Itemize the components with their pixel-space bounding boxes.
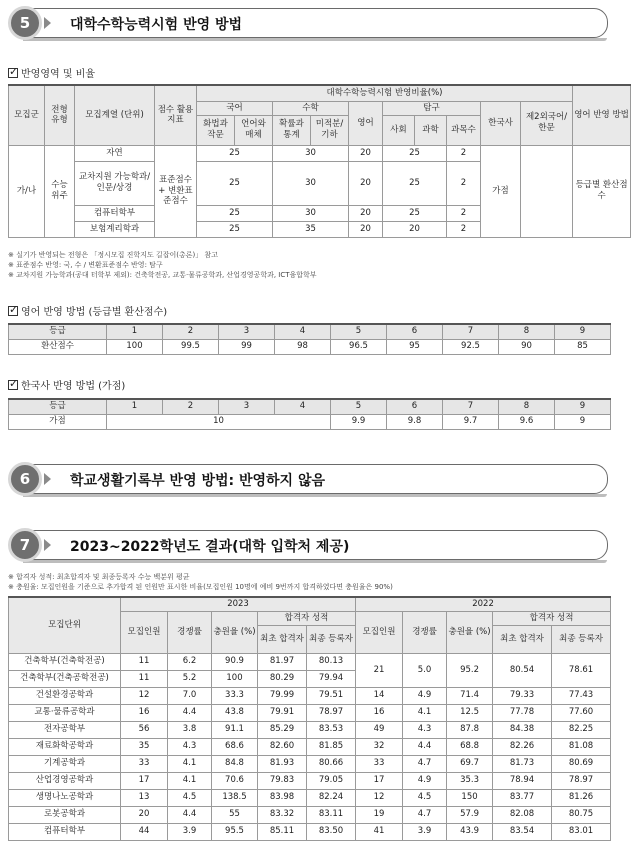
- cell-unit: 로봇공학과: [9, 806, 121, 823]
- score-cell: 92.5: [443, 339, 499, 354]
- cell: 79.51: [307, 687, 356, 704]
- cell-math: 30: [273, 161, 349, 205]
- cell: 80.69: [552, 755, 611, 772]
- cell-unit: 교통·물류공학과: [9, 704, 121, 721]
- grade-cell: 6: [387, 399, 443, 414]
- bonus-cell: 10: [107, 414, 331, 429]
- cell: 4.3: [168, 738, 212, 755]
- cell-foreign: [521, 145, 573, 237]
- cell-english: 20: [349, 145, 383, 161]
- header-english: 영어: [349, 101, 383, 145]
- cell: 79.99: [258, 687, 307, 704]
- cell-unit: 건축학부(건축학전공): [9, 653, 121, 670]
- grade-cell: 6: [387, 324, 443, 339]
- table-row: [9, 772, 611, 789]
- grade-cell: 5: [331, 324, 387, 339]
- cell-math: 30: [273, 205, 349, 221]
- cell: 12: [356, 789, 403, 806]
- cell: 95.2: [447, 653, 493, 687]
- grade-cell: 8: [499, 399, 555, 414]
- cell: 82.60: [258, 738, 307, 755]
- cell: 43.8: [212, 704, 258, 721]
- bonus-cell: 9.8: [387, 414, 443, 429]
- cell-inquiry: 25: [383, 161, 447, 205]
- cell: 80.29: [258, 670, 307, 687]
- chevron-right-icon: [44, 473, 51, 485]
- cell: 6.2: [168, 653, 212, 670]
- score-cell: 98: [275, 339, 331, 354]
- cell: 4.1: [168, 772, 212, 789]
- cell-math: 35: [273, 221, 349, 237]
- header-fill: 충원율 (%): [447, 611, 493, 653]
- cell: 13: [121, 789, 168, 806]
- header-year-2022: 2022: [356, 597, 611, 611]
- grade-cell: 9: [555, 399, 611, 414]
- score-cell: 99: [219, 339, 275, 354]
- cell: 55: [212, 806, 258, 823]
- cell: 91.1: [212, 721, 258, 738]
- section-number: 6: [8, 462, 42, 496]
- cell-unit: 재료화학공학과: [9, 738, 121, 755]
- cell: 77.60: [552, 704, 611, 721]
- cell: 5.0: [403, 653, 447, 687]
- cell-korean: 25: [197, 145, 273, 161]
- header-score: 합격자 성적: [258, 611, 356, 625]
- cell: 57.9: [447, 806, 493, 823]
- subhead-english: ✓ 영어 반영 방법 (등급별 환산점수): [8, 303, 167, 318]
- header-unit: 모집단위: [9, 597, 121, 653]
- cell: 17: [356, 772, 403, 789]
- cell-inquiry: 25: [383, 205, 447, 221]
- cell: 11: [121, 653, 168, 670]
- cell: 83.11: [307, 806, 356, 823]
- grade-cell: 2: [163, 324, 219, 339]
- score-cell: 85: [555, 339, 611, 354]
- cell: 80.66: [307, 755, 356, 772]
- header-math: 수학: [273, 101, 349, 115]
- cell: 68.8: [447, 738, 493, 755]
- cell-unit: 건설환경공학과: [9, 687, 121, 704]
- cell-unit: 건축학부(건축공학전공): [9, 670, 121, 687]
- cell: 83.01: [552, 823, 611, 840]
- cell: 4.1: [168, 755, 212, 772]
- cell: 4.9: [403, 772, 447, 789]
- cell: 71.4: [447, 687, 493, 704]
- cell-count: 2: [447, 205, 481, 221]
- header-unit: 모집계열 (단위): [75, 85, 155, 145]
- cell: 4.5: [403, 789, 447, 806]
- score-cell: 100: [107, 339, 163, 354]
- header-m1: 확률과 통계: [273, 115, 311, 145]
- english-score-table: [8, 323, 611, 355]
- cell-unit: 생명나노공학과: [9, 789, 121, 806]
- cell: 16: [356, 704, 403, 721]
- section-7-banner: [8, 528, 608, 562]
- cell: 56: [121, 721, 168, 738]
- checkbox-icon: [8, 68, 18, 78]
- header-inquiry: 탐구: [383, 101, 481, 115]
- section-number: 7: [8, 528, 42, 562]
- grade-cell: 2: [163, 399, 219, 414]
- note-line: ※ 표준점수 반영: 국, 수 / 변환표준점수 반영: 탐구: [8, 261, 163, 269]
- cell-english: 20: [349, 161, 383, 205]
- cell: 79.33: [493, 687, 552, 704]
- cell: 82.24: [307, 789, 356, 806]
- cell: 32: [356, 738, 403, 755]
- note-line: ※ 충원율: 모집인원을 기준으로 추가합격 된 인원만 표시한 비율(모집인원 10명에 예비 9번까지 합격하였다면 충원율은 90%): [8, 583, 393, 591]
- score-cell: 96.5: [331, 339, 387, 354]
- csat-ratio-table: [8, 84, 631, 238]
- cell: 43.9: [447, 823, 493, 840]
- table-row: [9, 704, 611, 721]
- cell-index: 표준점수 + 변환표준점수: [155, 145, 197, 237]
- cell: 33.3: [212, 687, 258, 704]
- cell: 79.83: [258, 772, 307, 789]
- cell-unit: 자연: [75, 145, 155, 161]
- cell-inquiry: 25: [383, 145, 447, 161]
- cell: 21: [356, 653, 403, 687]
- header-comp: 경쟁률: [403, 611, 447, 653]
- header-i1: 사회: [383, 115, 415, 145]
- cell-inquiry: 20: [383, 221, 447, 237]
- cell-count: 2: [447, 145, 481, 161]
- cell: 3.8: [168, 721, 212, 738]
- cell: 87.8: [447, 721, 493, 738]
- cell: 83.54: [493, 823, 552, 840]
- cell: 84.38: [493, 721, 552, 738]
- table-row: [9, 755, 611, 772]
- cell-count: 2: [447, 221, 481, 237]
- history-bonus-table: [8, 398, 611, 430]
- cell: 83.98: [258, 789, 307, 806]
- section-title: 학교생활기록부 반영 방법: 반영하지 않음: [70, 473, 326, 489]
- cell: 77.78: [493, 704, 552, 721]
- cell: 14: [356, 687, 403, 704]
- header-quota: 모집인원: [121, 611, 168, 653]
- cell: 85.29: [258, 721, 307, 738]
- header-first: 최초 합격자: [493, 625, 552, 653]
- header-history: 한국사: [481, 101, 521, 145]
- cell: 80.13: [307, 653, 356, 670]
- cell: 4.9: [403, 687, 447, 704]
- note-line: ※ 교차지원 가능학과(공대 터학부 제외): 건축학전공, 교통·물류공학과, 산업경영공학과, ICT융합학부: [8, 271, 317, 279]
- header-grade: 등급: [9, 399, 107, 414]
- cell: 77.43: [552, 687, 611, 704]
- cell-english: 20: [349, 221, 383, 237]
- cell: 82.25: [552, 721, 611, 738]
- cell: 16: [121, 704, 168, 721]
- note-line: ※ 합격자 성적: 최초합격자 및 최종등록자 수능 백분위 평균: [8, 573, 190, 581]
- table-row: [9, 823, 611, 840]
- chevron-right-icon: [44, 17, 51, 29]
- grade-cell: 1: [107, 399, 163, 414]
- cell: 83.50: [307, 823, 356, 840]
- cell: 3.9: [403, 823, 447, 840]
- cell-unit: 교차지원 가능학과/ 인문/상경: [75, 161, 155, 205]
- cell: 78.97: [552, 772, 611, 789]
- table-row: [9, 721, 611, 738]
- cell-korean: 25: [197, 205, 273, 221]
- grade-cell: 3: [219, 399, 275, 414]
- cell: 3.9: [168, 823, 212, 840]
- cell: 33: [121, 755, 168, 772]
- checkbox-icon: [8, 380, 18, 390]
- score-cell: 90: [499, 339, 555, 354]
- cell: 11: [121, 670, 168, 687]
- cell: 81.97: [258, 653, 307, 670]
- cell: 100: [212, 670, 258, 687]
- cell: 95.5: [212, 823, 258, 840]
- cell: 78.61: [552, 653, 611, 687]
- header-comp: 경쟁률: [168, 611, 212, 653]
- bonus-cell: 9.7: [443, 414, 499, 429]
- cell: 70.6: [212, 772, 258, 789]
- header-year-2023: 2023: [121, 597, 356, 611]
- grade-cell: 9: [555, 324, 611, 339]
- notes-results: [8, 572, 393, 592]
- cell-unit: 기계공학과: [9, 755, 121, 772]
- cell: 80.75: [552, 806, 611, 823]
- header-i3: 과목수: [447, 115, 481, 145]
- header-quota: 모집인원: [356, 611, 403, 653]
- cell: 85.11: [258, 823, 307, 840]
- table-row: [9, 806, 611, 823]
- header-k1: 화법과 작문: [197, 115, 235, 145]
- subhead-ratio: ✓ 반영영역 및 비율: [8, 65, 95, 80]
- bonus-cell: 9: [555, 414, 611, 429]
- cell-unit: 전자공학부: [9, 721, 121, 738]
- cell-korean: 25: [197, 161, 273, 205]
- cell: 79.91: [258, 704, 307, 721]
- grade-cell: 8: [499, 324, 555, 339]
- header-type: 전형 유형: [45, 85, 75, 145]
- cell-type: 수능 위주: [45, 145, 75, 237]
- cell: 33: [356, 755, 403, 772]
- table-row: [9, 738, 611, 755]
- grade-cell: 7: [443, 399, 499, 414]
- cell: 79.05: [307, 772, 356, 789]
- cell: 20: [121, 806, 168, 823]
- cell: 35.3: [447, 772, 493, 789]
- section-title: 2023~2022학년도 결과(대학 입학처 제공): [70, 539, 350, 555]
- cell: 83.53: [307, 721, 356, 738]
- cell: 78.97: [307, 704, 356, 721]
- cell: 79.94: [307, 670, 356, 687]
- header-eng-method: 영어 반영 방법: [573, 85, 631, 145]
- grade-cell: 4: [275, 399, 331, 414]
- header-k2: 언어와 매체: [235, 115, 273, 145]
- cell: 83.32: [258, 806, 307, 823]
- cell-history: 가점: [481, 145, 521, 237]
- cell: 4.4: [168, 704, 212, 721]
- cell: 4.4: [403, 738, 447, 755]
- cell: 81.93: [258, 755, 307, 772]
- cell: 83.77: [493, 789, 552, 806]
- cell: 150: [447, 789, 493, 806]
- header-foreign: 제2외국어/한문: [521, 101, 573, 145]
- cell: 4.4: [168, 806, 212, 823]
- cell: 35: [121, 738, 168, 755]
- header-korean: 국어: [197, 101, 273, 115]
- bonus-cell: 9.6: [499, 414, 555, 429]
- bonus-cell: 9.9: [331, 414, 387, 429]
- cell: 41: [356, 823, 403, 840]
- header-final: 최종 등록자: [552, 625, 611, 653]
- grade-cell: 1: [107, 324, 163, 339]
- header-group: 모집군: [9, 85, 45, 145]
- cell: 4.7: [403, 806, 447, 823]
- cell-unit: 컴퓨터학부: [9, 823, 121, 840]
- score-cell: 95: [387, 339, 443, 354]
- section-title: 대학수학능력시험 반영 방법: [70, 17, 243, 33]
- cell: 17: [121, 772, 168, 789]
- table-row: [9, 653, 611, 670]
- cell: 82.26: [493, 738, 552, 755]
- cell: 82.08: [493, 806, 552, 823]
- cell: 78.94: [493, 772, 552, 789]
- cell: 68.6: [212, 738, 258, 755]
- header-csat: 대학수학능력시험 반영비율(%): [197, 85, 573, 101]
- cell: 4.3: [403, 721, 447, 738]
- cell: 12.5: [447, 704, 493, 721]
- header-score: 합격자 성적: [493, 611, 611, 625]
- header-bonus: 가점: [9, 414, 107, 429]
- cell-math: 30: [273, 145, 349, 161]
- header-grade: 등급: [9, 324, 107, 339]
- cell-unit: 컴퓨터학부: [75, 205, 155, 221]
- cell: 138.5: [212, 789, 258, 806]
- cell-eng-method: 등급별 환산점수: [573, 145, 631, 237]
- header-m2: 미적분/기하: [311, 115, 349, 145]
- score-cell: 99.5: [163, 339, 219, 354]
- cell: 5.2: [168, 670, 212, 687]
- cell: 81.26: [552, 789, 611, 806]
- cell: 4.5: [168, 789, 212, 806]
- grade-cell: 7: [443, 324, 499, 339]
- table-row: [9, 687, 611, 704]
- table-row: [9, 789, 611, 806]
- cell-group: 가/나: [9, 145, 45, 237]
- header-i2: 과학: [415, 115, 447, 145]
- cell: 7.0: [168, 687, 212, 704]
- cell: 81.08: [552, 738, 611, 755]
- cell: 81.85: [307, 738, 356, 755]
- subhead-history: ✓ 한국사 반영 방법 (가점): [8, 377, 125, 392]
- cell-korean: 25: [197, 221, 273, 237]
- results-table: [8, 596, 611, 841]
- grade-cell: 3: [219, 324, 275, 339]
- header-first: 최초 합격자: [258, 625, 307, 653]
- cell: 4.1: [403, 704, 447, 721]
- cell: 84.8: [212, 755, 258, 772]
- header-index: 점수 활용 지표: [155, 85, 197, 145]
- header-fill: 충원율 (%): [212, 611, 258, 653]
- cell: 80.54: [493, 653, 552, 687]
- grade-cell: 4: [275, 324, 331, 339]
- cell: 69.7: [447, 755, 493, 772]
- cell-unit: 산업경영공학과: [9, 772, 121, 789]
- header-final: 최종 등록자: [307, 625, 356, 653]
- chevron-right-icon: [44, 539, 51, 551]
- cell-count: 2: [447, 161, 481, 205]
- cell: 81.73: [493, 755, 552, 772]
- cell: 49: [356, 721, 403, 738]
- cell: 4.7: [403, 755, 447, 772]
- notes-ratio: [8, 250, 317, 280]
- note-line: ※ 실기가 반영되는 전형은 「정시모집 진학지도 길잡이(총론)」 참고: [8, 251, 218, 259]
- cell-unit: 보험계리학과: [75, 221, 155, 237]
- table-row: [9, 145, 631, 161]
- checkbox-icon: [8, 306, 18, 316]
- section-6-banner: [8, 462, 608, 496]
- section-number: 5: [8, 6, 42, 40]
- cell: 19: [356, 806, 403, 823]
- cell: 90.9: [212, 653, 258, 670]
- cell-english: 20: [349, 205, 383, 221]
- cell: 44: [121, 823, 168, 840]
- header-score: 환산점수: [9, 339, 107, 354]
- section-5-banner: [8, 6, 608, 40]
- cell: 12: [121, 687, 168, 704]
- grade-cell: 5: [331, 399, 387, 414]
